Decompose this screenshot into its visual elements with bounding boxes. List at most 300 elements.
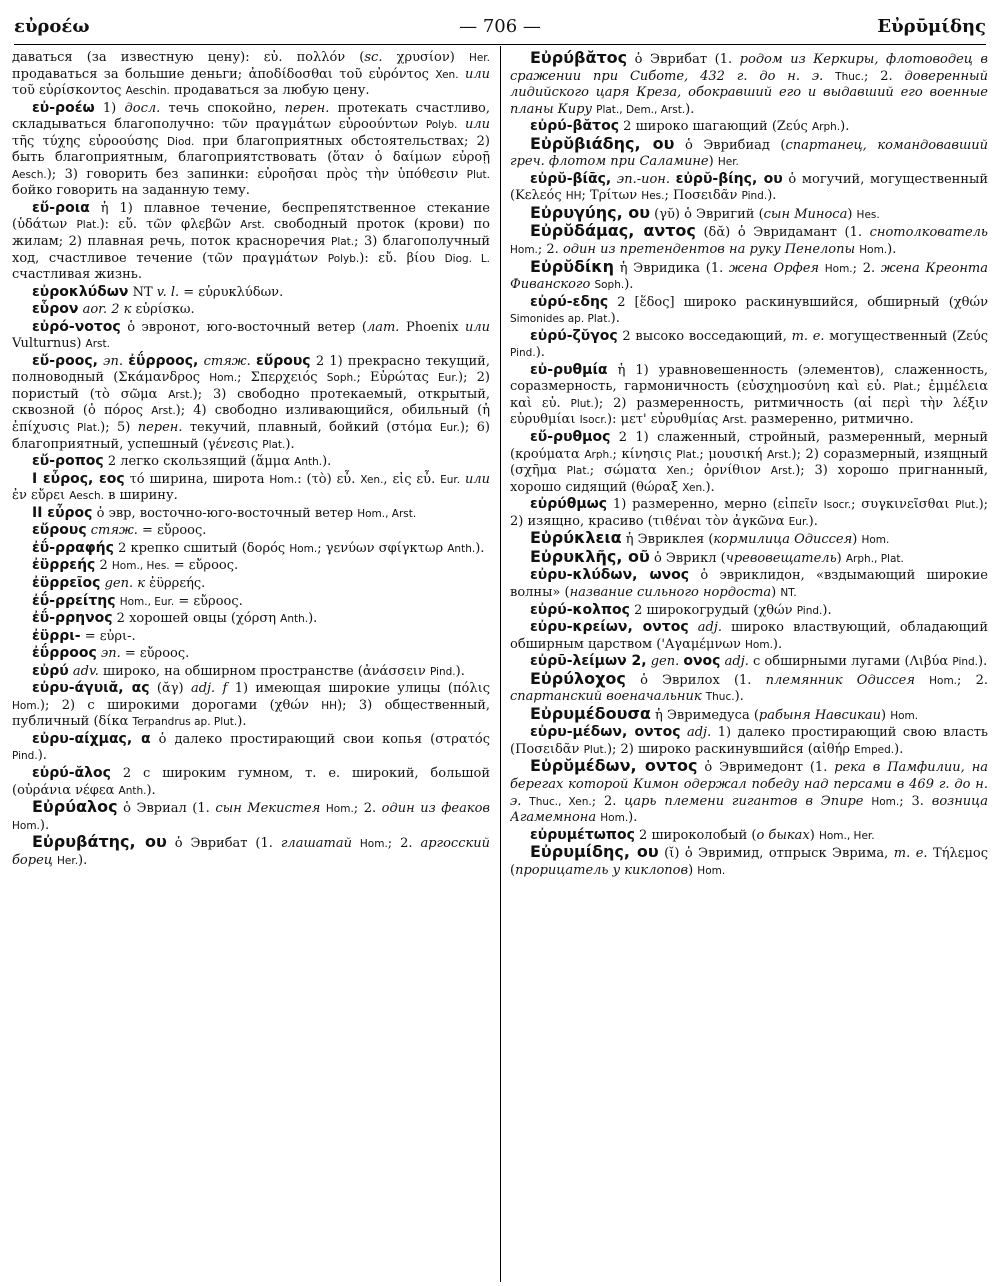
entry-text: ).	[628, 810, 638, 826]
source-abbrev: Thuc.	[705, 691, 735, 704]
entry-text: = εὐρυκλύδων.	[179, 284, 284, 300]
header-left-catchword: εὐροέω	[14, 16, 90, 37]
headword: Εὐρυβάτης, ου	[32, 832, 167, 852]
headword: II εὖρος	[32, 504, 93, 521]
dictionary-entry	[12, 680, 490, 731]
source-abbrev: Plat.	[76, 219, 100, 232]
headword: εὔρους	[255, 352, 311, 369]
entry-text: ).	[308, 611, 318, 627]
entry-text: даваться (за известную цену): εὐ. πολλόν (	[12, 50, 365, 65]
source-abbrev: Hom.	[269, 473, 298, 486]
dictionary-entry	[510, 758, 988, 826]
headword: Εὐρυμίδης, ου	[530, 842, 659, 862]
entry-text: широко, на обширном пространстве (ἀνάσσειν	[98, 663, 430, 679]
entry-text: (ῐ) ὁ Эвримид, отпрыск Эврима,	[658, 846, 894, 862]
source-abbrev: Aesch.	[12, 168, 47, 181]
headword: ἐΰρροος,	[128, 352, 199, 369]
source-abbrev: Terpandrus ap. Plut.	[132, 716, 238, 729]
entry-text: ): εὔ. βίου	[359, 250, 445, 266]
source-abbrev: Plut.	[570, 397, 594, 410]
italic-gloss: рабыня Навсикаи	[758, 707, 882, 723]
dictionary-entry	[12, 522, 490, 540]
headword: εὐ-ροέω	[32, 99, 95, 116]
entry-text: ; 2.	[591, 793, 625, 809]
entry-text: ).	[455, 663, 465, 679]
entry-text: продаваться за любую цену.	[169, 83, 370, 99]
italic-gloss: спартанский военачальник	[510, 689, 702, 705]
headword: ἐΰ-ρρείτης	[32, 592, 116, 609]
source-abbrev: Simonides ap. Plat.	[510, 313, 611, 326]
headword: Εὐρύαλος	[32, 797, 118, 817]
entry-text: ; 2.	[353, 801, 382, 817]
source-abbrev: Isocr.	[823, 499, 852, 512]
entry-text: εὑρίσκω.	[131, 302, 195, 318]
dictionary-entry	[510, 724, 988, 758]
headword: εὐρυμέτωπος	[530, 826, 635, 843]
headword: Εὐρῠβιάδης, ου	[530, 133, 675, 153]
entry-text: свободный проток (крови) по жилам; 2) плавная речь, поток красноречия	[12, 217, 490, 250]
source-abbrev: Anth.	[118, 784, 147, 797]
dictionary-entry	[510, 223, 988, 258]
source-abbrev: Hom.	[209, 372, 238, 385]
headword: εὔ-ροπος	[32, 453, 104, 470]
entry-text: ὁ Эвриал (1.	[117, 801, 216, 817]
italic-gloss: сын Мекистея	[215, 801, 321, 817]
entry-text: 2	[95, 558, 112, 574]
source-abbrev: Hom.	[325, 803, 354, 816]
entry-text: ).	[767, 188, 777, 204]
entry-text: ).	[840, 119, 850, 135]
entry-text: , εἰς εὖ.	[383, 471, 441, 487]
italic-gloss: племянник Одиссея	[765, 672, 915, 688]
source-abbrev: Arst.	[240, 219, 265, 232]
entry-text: ἐϋρρεής.	[145, 575, 206, 591]
entry-text: ).	[822, 602, 832, 618]
headword: εὐρυ-μέδων, οντος	[530, 724, 681, 741]
entry-text: τῆς τύχης εὐροούσης	[12, 133, 167, 149]
entry-text: NT	[128, 284, 157, 300]
dictionary-entry	[510, 567, 988, 601]
entry-text: ); 5)	[100, 420, 138, 436]
italic-gloss: жена Орфея	[729, 260, 819, 276]
italic-gloss: сын Миноса	[763, 206, 848, 222]
headword: εὐρῠ-βίης, ου	[675, 170, 783, 187]
entry-text: )	[847, 206, 857, 222]
source-abbrev: Anth.	[294, 456, 323, 469]
dictionary-entry	[12, 100, 490, 200]
headword: ἐΰρροος	[32, 645, 97, 662]
entry-text: τοῦ εὑρίσκοντος	[12, 83, 126, 99]
entry-text: размеренно, ритмично.	[746, 412, 914, 428]
column-divider	[500, 46, 501, 1282]
entry-text: ; Τρίτων	[581, 188, 642, 204]
headword: ἐϋρρεής	[32, 557, 96, 574]
entry-text	[823, 69, 835, 84]
entry-text: ).	[322, 454, 332, 470]
headword: εὐρύ-εδης	[530, 293, 609, 310]
source-abbrev: Eur.	[438, 372, 459, 385]
source-abbrev: Diod.	[166, 135, 195, 148]
source-abbrev: Hom.	[745, 638, 773, 651]
entry-text: ); 2) с широкими дорогами (χθών	[39, 697, 322, 713]
source-abbrev: Hom.	[859, 244, 888, 257]
entry-text: широко властвующий, обладающий обширным царством ('Αγαμέμνων	[510, 620, 988, 652]
italic-gloss: стяж.	[90, 523, 138, 539]
entry-text: ; γενύων σφίγκτωρ	[317, 540, 448, 556]
italic-gloss: или	[464, 66, 490, 82]
italic-gloss: или	[464, 471, 490, 487]
entry-text: ).	[887, 242, 897, 258]
source-abbrev: Polyb.	[425, 119, 458, 132]
dictionary-entry	[12, 765, 490, 799]
headword: εὔ-ρυθμος	[530, 429, 611, 446]
source-abbrev: Arph.	[584, 448, 613, 461]
headword: Εὐρυγύης, ου	[530, 202, 651, 222]
source-abbrev: Xen.	[360, 473, 384, 486]
entry-text: ὁ Эврибиад (	[674, 137, 786, 153]
entry-text: ; κίνησις	[612, 446, 677, 462]
headword: εὐρύ-ᾰλος	[32, 764, 111, 781]
entry-text: 1)	[94, 100, 125, 116]
italic-gloss: aor. 2 к	[82, 302, 132, 318]
entry-text: ): εὔ. τῶν φλεβῶν	[99, 217, 241, 233]
headword: ἐϋρρεῖος	[32, 574, 101, 591]
dictionary-entry	[12, 628, 490, 646]
source-abbrev: Hom., Her.	[818, 829, 875, 842]
entry-text: могущественный (Ζεύς	[824, 328, 988, 344]
dictionary-entry	[510, 362, 988, 429]
dictionary-entry	[510, 133, 988, 171]
entry-text: в ширину.	[103, 488, 178, 504]
entry-text: ἡ Эвридика (1.	[613, 260, 730, 276]
italic-gloss: adj.	[724, 654, 749, 670]
entry-text: ); 2) изящно, красиво (τιθέναι τὸν ἀγκῶνα	[510, 497, 988, 529]
italic-gloss: лат.	[366, 319, 400, 335]
headword: εὔρους	[32, 522, 87, 539]
source-abbrev: Plat.	[262, 438, 286, 451]
entry-text: ; 3) благополучный ход, счастливое течение (τῶν πραγμάτων	[12, 234, 490, 266]
source-abbrev: Anth.	[447, 542, 476, 555]
source-abbrev: Hom.	[289, 542, 318, 555]
headword: εὐρυ-άγυιᾰ, ας	[32, 680, 150, 697]
entry-text: ).	[37, 748, 47, 764]
dictionary-entry	[510, 294, 988, 328]
entry-text: τό ширина, широта	[124, 471, 270, 487]
source-abbrev: Hom., Arst.	[357, 507, 417, 520]
entry-text: ); 2) широко раскинувшийся (αἰθήρ	[606, 741, 855, 757]
source-abbrev: Hom.	[890, 709, 919, 722]
entry-text: протекать счастливо, складываться благополучно: τῶν πραγμάτων εὐροούντων	[12, 100, 490, 133]
headword: εὐρυ-κλύδων, ωνος	[530, 567, 690, 584]
page-header	[14, 12, 986, 44]
source-abbrev: Xen.	[682, 481, 706, 494]
dictionary-entry	[12, 301, 490, 319]
entry-text: ; ἐμμέλεια καὶ εὐ.	[510, 379, 988, 411]
italic-gloss: перен.	[137, 420, 183, 436]
entry-text: 2 1) прекрасно текущий, полноводный (Σκάμανδρος	[12, 353, 490, 386]
headword: εὐρύθμως	[530, 496, 608, 513]
dictionary-entry	[12, 353, 490, 453]
entry-text: )	[771, 584, 781, 600]
italic-gloss: прорицатель у киклопов	[515, 862, 689, 878]
italic-gloss: adj. f	[190, 681, 228, 697]
italic-gloss: жена Креонта Фиванского	[510, 260, 988, 293]
source-abbrev: Hom.	[697, 864, 726, 877]
source-abbrev: Pind.	[12, 750, 38, 763]
italic-gloss: adj.	[697, 620, 723, 636]
source-abbrev: Plat.	[77, 422, 101, 435]
entry-text: ).	[685, 101, 695, 117]
source-abbrev: Emped.	[854, 743, 895, 756]
dictionary-entry	[12, 663, 490, 681]
entry-text: = εὔροος.	[174, 593, 243, 609]
headword: εὐρυ-αίχμας, α	[32, 730, 151, 747]
headword: εὐροκλύδων	[32, 283, 129, 300]
entry-text: ); 2) соразмерный, изящный (σχῆμα	[510, 446, 988, 479]
source-abbrev: Her.	[717, 156, 739, 169]
dictionary-entry	[12, 471, 490, 505]
headword: ἐΰ-ρρηνος	[32, 610, 113, 627]
italic-gloss: перен.	[284, 100, 330, 116]
dictionary-entry	[12, 731, 490, 765]
dictionary-entry	[12, 453, 490, 471]
source-abbrev: Plut.	[583, 743, 607, 756]
source-abbrev: HH	[321, 699, 338, 712]
entry-text: ): μετ' εὐρυθμίας	[607, 412, 723, 428]
entry-text: )	[688, 862, 698, 878]
entry-text: ὁ Эврилох (1.	[625, 672, 766, 688]
source-abbrev: Hom.	[12, 819, 40, 832]
entry-text: : (τὸ) εὖ.	[297, 471, 361, 487]
source-abbrev: Xen.	[666, 465, 690, 478]
dictionary-entry	[510, 50, 988, 118]
entry-text: 2 [ἕδος] широко раскинувшийся, обширный (χθών	[608, 294, 988, 310]
italic-gloss: родом из Керкиры, флотоводец в сражении при Сиботе, 432 г. до н. э.	[510, 52, 988, 84]
entry-text: ); 3) свободно протекаемый, открытый, сквозной (ὁ πόρος	[12, 386, 490, 419]
italic-gloss: доверенный лидийского царя Креза, обокравший его и выдавший его военные планы Киру	[510, 68, 988, 117]
headword: Εὐρύλοχος	[530, 668, 626, 688]
entry-text: ); 6) благоприятный, успешный (γένεσις	[12, 420, 490, 452]
source-abbrev: Hom., Eur.	[119, 595, 175, 608]
source-abbrev: Hom.	[824, 262, 853, 275]
source-abbrev: Thuc., Xen.	[529, 795, 592, 808]
source-abbrev: Arst.	[767, 448, 792, 461]
entry-text: 1) имеющая широкие улицы (πόλις	[227, 681, 490, 697]
italic-gloss: река в Памфилии, на берегах которой Кимон одержал победу над персами в 469 г. до н. э.	[510, 760, 988, 809]
entry-text	[457, 117, 465, 132]
entry-text: ).	[894, 741, 904, 757]
entry-text: ; Εὐρώτας	[356, 370, 439, 386]
source-abbrev: Hom.	[12, 699, 40, 712]
dictionary-entry	[510, 328, 988, 362]
dictionary-entry	[510, 844, 988, 879]
entry-text: Vulturnus)	[12, 336, 86, 352]
italic-gloss: возница Агамемнона	[510, 793, 988, 826]
source-abbrev: Arst.	[168, 388, 193, 401]
italic-gloss: спартанец, командовавший греч. флотом при Саламине	[510, 137, 988, 170]
source-abbrev: Eur.	[440, 473, 461, 486]
source-abbrev: Soph.	[594, 279, 625, 292]
entry-text: ).	[610, 311, 620, 327]
entry-text: ; συγκινεῖσθαι	[851, 497, 956, 513]
entry-text: )	[809, 827, 819, 843]
entry-text	[689, 620, 698, 635]
source-abbrev: Plat.	[676, 448, 700, 461]
header-rule	[14, 44, 986, 45]
dictionary-entry	[12, 799, 490, 834]
entry-text: ; σώματα	[589, 463, 667, 479]
source-abbrev: Eur.	[439, 422, 460, 435]
headword: εὐ-ρυθμία	[530, 361, 608, 378]
italic-gloss: чревовещатель	[725, 550, 837, 566]
source-abbrev: Arph., Plat.	[845, 552, 904, 565]
source-abbrev: Aesch.	[69, 490, 104, 503]
headword: εὐρυ-κρείων, οντος	[530, 619, 689, 636]
headword: εὐρύ-κολπος	[530, 601, 630, 618]
source-abbrev: Anth.	[280, 613, 309, 626]
source-abbrev: Plut.	[955, 499, 979, 512]
source-abbrev: Pind.	[510, 347, 536, 360]
entry-text	[915, 673, 929, 688]
entry-text: 2 высоко восседающий,	[617, 328, 792, 344]
right-column	[510, 50, 988, 1282]
dictionary-entry	[510, 668, 988, 706]
italic-gloss: эп.	[103, 353, 123, 369]
entry-text: = εὔροος.	[120, 646, 190, 662]
source-abbrev: Plut.	[466, 168, 490, 181]
entry-text: ); 4) свободно изливающийся, обильный (ἡ ἐπίχυσις	[12, 403, 490, 436]
headword: εὐρύ-βᾰτος	[530, 118, 620, 135]
dictionary-entry	[12, 284, 490, 302]
entry-text: 2 крепко сшитый (δορός	[113, 540, 290, 556]
dictionary-entry	[510, 256, 988, 294]
entry-text: ὁ Эврибат (1.	[627, 52, 740, 67]
italic-gloss: или	[464, 319, 490, 335]
dictionary-entry	[12, 50, 490, 100]
entry-text: ).	[734, 689, 744, 705]
dictionary-entry	[510, 171, 988, 205]
entry-text: ).	[978, 654, 988, 670]
source-abbrev: NT.	[780, 586, 797, 599]
entry-text: ); 2) размеренность, ритмичность (αἱ περὶ τὴν λέξιν εὐρυθμίαι	[510, 395, 988, 428]
source-abbrev: Hes.	[856, 208, 880, 221]
entry-text: ); 3) говорить без запинки: εὐροῆσαι πρὸς τὴν ὑπόθεσιν	[46, 166, 467, 182]
italic-gloss: v. l.	[156, 284, 180, 300]
source-abbrev: Isocr.	[579, 414, 608, 427]
dictionary-entry	[510, 546, 988, 568]
headword: ονος	[683, 653, 721, 670]
entry-text: ὁ Эврибат (1.	[166, 836, 281, 852]
entry-text: (γῠ) ὁ Эвригий (	[650, 206, 764, 222]
italic-gloss: т. е.	[893, 846, 928, 862]
entry-text: 2 хорошей овцы (χόρση	[112, 611, 281, 627]
dictionary-entry	[12, 505, 490, 523]
entry-text: ; 2.	[387, 836, 421, 852]
entry-text: ).	[624, 277, 634, 293]
source-abbrev: Pind.	[429, 665, 456, 678]
entry-text: ); 2) пористый (τὸ σῶμα	[12, 370, 490, 402]
source-abbrev: HH	[565, 190, 582, 203]
entry-text: 2 широколобый (	[634, 827, 757, 843]
entry-text: ; Σπερχειός	[237, 370, 327, 386]
source-abbrev: Pind.	[741, 190, 768, 203]
entry-text: ὁ эвриклидон, «вздымающий широкие волны» (	[510, 568, 988, 600]
entry-text: ); 3) общественный, публичный (δίκα	[12, 697, 490, 730]
entry-text: течь спокойно,	[160, 100, 285, 116]
headword: εὔ-ροος,	[32, 352, 98, 369]
source-abbrev: Arst.	[151, 405, 176, 418]
italic-gloss: стяж.	[203, 353, 251, 369]
entry-text: ἐν εὔρει	[12, 488, 70, 504]
entry-text: Phoenix	[399, 319, 465, 335]
source-abbrev: Pind.	[796, 604, 823, 617]
entry-text: ἡ Эвриклея (	[621, 532, 714, 548]
headword: ἐΰ-ρραφής	[32, 539, 114, 556]
entry-text: ; 2.	[537, 242, 563, 258]
source-abbrev: Plat.	[330, 236, 355, 249]
italic-gloss: эп.-ион.	[616, 171, 670, 187]
entry-text: при благоприятных обстоятельствах; 2) быть благоприятным, благоприятствовать (ὅταν ὁ δαίμων εὐροῇ	[12, 133, 490, 166]
source-abbrev: Hes.	[641, 190, 665, 203]
source-abbrev: Aeschin.	[125, 85, 170, 98]
headword: εὐρύ-ζῠγος	[530, 327, 618, 344]
source-abbrev: Arph.	[811, 121, 841, 134]
entry-text: χρυσίον)	[382, 50, 469, 65]
italic-gloss: кормилица Одиссея	[713, 532, 853, 548]
entry-text: продаваться за большие деньги; ἀποδίδοσθαι τοῦ εὐρόντος	[12, 66, 436, 82]
entry-text: текучий, плавный, бойкий (στόμα	[182, 420, 440, 436]
entry-text: ὁ могучий, могущественный (Κελεός	[510, 171, 988, 204]
page-number: — 706 —	[459, 16, 541, 37]
entry-text: 2 широко шагающий (Ζεύς	[619, 119, 812, 135]
entry-text: ; 2.	[957, 672, 988, 688]
dictionary-entry	[510, 703, 988, 725]
entry-text: ; 2.	[864, 68, 905, 84]
entry-text: Τήλεμος (	[510, 846, 988, 878]
headword: Εὐρυκλῆς, οῦ	[530, 546, 650, 566]
source-abbrev: Thuc.	[835, 70, 864, 83]
headword: εὐρῠ-βίᾱς,	[530, 170, 612, 187]
dictionary-entry	[12, 834, 490, 869]
italic-gloss: один из феаков	[381, 801, 490, 817]
source-abbrev: Her.	[57, 854, 79, 867]
entry-text: = εὔροος.	[137, 523, 207, 539]
dictionary-entry	[510, 602, 988, 620]
headword: Εὐρύβᾰτος	[530, 50, 628, 67]
source-abbrev: Polyb.	[327, 252, 360, 265]
entry-text: ).	[808, 513, 818, 529]
entry-text: 2 с широким гумном, т. е. широкий, большой (οὐράνια νέφεα	[12, 765, 490, 798]
entry-text: ).	[39, 817, 50, 833]
source-abbrev: Arst.	[722, 414, 747, 427]
italic-gloss: gen. к	[104, 575, 146, 591]
entry-text: ).	[78, 852, 88, 868]
entry-text: 2 1) слаженный, стройный, размеренный, мерный (κρούματα	[510, 430, 988, 462]
dictionary-entry	[12, 593, 490, 611]
italic-gloss: эп.	[100, 646, 121, 662]
source-abbrev: Arst.	[770, 465, 796, 478]
headword: εὐρύ	[32, 662, 69, 679]
entry-text: )	[836, 550, 846, 566]
headword: Εὐρύκλεια	[530, 528, 622, 548]
source-abbrev: Hom.	[929, 674, 958, 687]
source-abbrev: Her.	[468, 52, 490, 64]
entry-text: ὁ Эврикл (	[649, 550, 726, 566]
entry-text: ; 2.	[852, 260, 881, 276]
entry-text: )	[852, 532, 862, 548]
entry-text: = εὔροος.	[169, 558, 239, 574]
headword: I εὖρος, εος	[32, 470, 125, 487]
